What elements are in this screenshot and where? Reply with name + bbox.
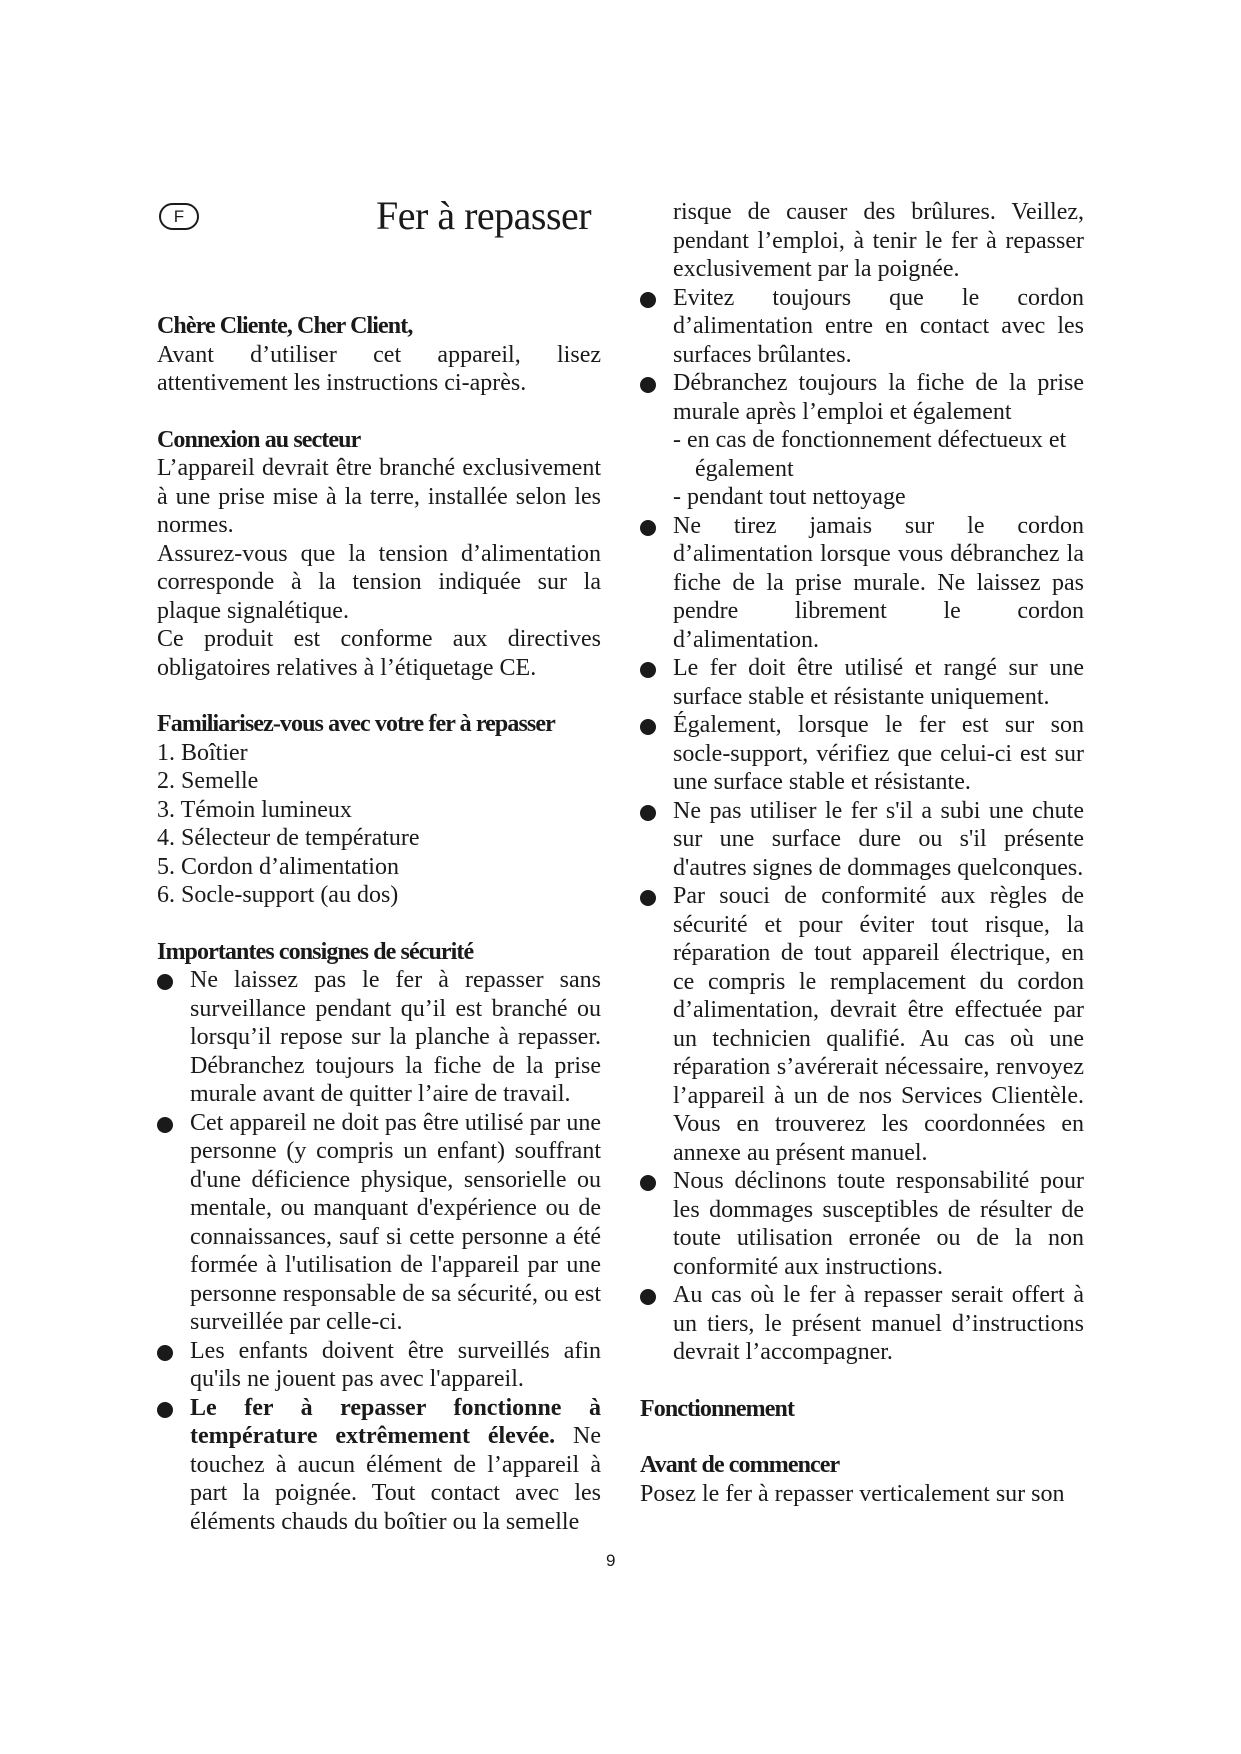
safety-item-text: Par souci de conformité aux règles de sécurité et pour éviter tout risque, la réparation de tout appareil électrique, en ce compris le remplacement du cordon d’alimentation, devrait être effectuée par un technicien qualifié. Au cas où une réparation s’avérerait nécessaire, renvoyez l’appareil à un de nos Services Clientèle. Vous en trouverez les coordonnées en annexe au présent manuel. xyxy=(673,883,1084,1166)
safety-subitem xyxy=(673,483,1084,512)
parts-list-item: 2. Semelle xyxy=(157,768,259,794)
page-number: 9 xyxy=(606,1551,616,1570)
safety-item-text: Débranchez toujours la fiche de la prise murale après l’emploi et également xyxy=(673,370,1084,425)
page-title: Fer à repasser xyxy=(376,193,592,238)
connexion-paragraph-2: Assurez-vous que la tension d’alimentation corresponde à la tension indiquée sur la plaque signalétique. xyxy=(157,540,601,624)
safety-subitem xyxy=(673,455,1084,484)
language-badge: F xyxy=(159,203,199,230)
right-column xyxy=(640,198,1084,1508)
parts-list-item: 5. Cordon d’alimentation xyxy=(157,853,399,880)
safety-item xyxy=(640,797,1084,883)
safety-item xyxy=(640,882,1084,1167)
safety-item xyxy=(157,1337,601,1394)
bullet-dot-icon xyxy=(640,719,656,735)
safety-list-continued xyxy=(640,198,1084,1367)
bullet-dot-icon xyxy=(640,662,656,678)
safety-item-text: Ne touchez à aucun élément de l’appareil à part la poignée. Tout contact avec les éléments chauds du boîtier ou la semelle xyxy=(190,1423,602,1535)
safety-item-text: Le fer doit être utilisé et rangé sur une surface stable et résistante uniquement. xyxy=(673,655,1084,710)
safety-item-continuation xyxy=(640,198,1084,284)
safety-item-text: Les enfants doivent être surveillés afin qu'ils ne jouent pas avec l'appareil. xyxy=(190,1337,601,1392)
safety-subitem-text: - en cas de fonctionnement défectueux et xyxy=(673,427,1067,453)
safety-item-text: Au cas où le fer à repasser serait offert à un tiers, le présent manuel d’instructions devrait l’accompagner. xyxy=(673,1282,1084,1365)
safety-item xyxy=(640,369,1084,512)
bullet-dot-icon xyxy=(640,1175,656,1191)
bullet-dot-icon xyxy=(640,890,656,906)
safety-item-text: Ne laissez pas le fer à repasser sans surveillance pendant qu’il est branché ou lorsqu’il repose sur la planche à repasser. Débranchez toujours la fiche de la prise murale avant de quitter l’aire de travail. xyxy=(190,967,601,1107)
safety-item xyxy=(640,711,1084,797)
fonctionnement-heading: Fonctionnement xyxy=(640,1395,795,1422)
safety-subitem-text: - pendant tout nettoyage xyxy=(673,484,906,510)
bullet-dot-icon xyxy=(640,805,656,821)
avant-paragraph: Posez le fer à repasser verticalement sur son xyxy=(640,1480,1065,1507)
safety-item-text: Nous déclinons toute responsabilité pour les dommages susceptibles de résulter de toute utilisation erronée ou de la non conformité aux instructions. xyxy=(673,1168,1084,1280)
parts-list xyxy=(157,739,601,910)
safety-item xyxy=(640,1281,1084,1367)
greeting-heading: Chère Cliente, Cher Client, xyxy=(157,313,413,339)
parts-list-item: 3. Témoin lumineux xyxy=(157,796,352,823)
safety-subitem-text: également xyxy=(695,455,794,482)
avant-heading: Avant de commencer xyxy=(640,1452,840,1478)
bullet-dot-icon xyxy=(640,1289,656,1305)
safety-item-text: risque de causer des brûlures. Veillez, pendant l’emploi, à tenir le fer à repasser exclusivement par la poignée. xyxy=(673,199,1084,282)
bullet-dot-icon xyxy=(157,1345,173,1361)
parts-list-item: 1. Boîtier xyxy=(157,739,248,766)
safety-item-text: Ne tirez jamais sur le cordon d’alimentation lorsque vous débranchez la fiche de la prise murale. Ne laissez pas pendre librement le cordon d’alimentation. xyxy=(673,512,1084,653)
safety-item-text: Également, lorsque le fer est sur son socle-support, vérifiez que celui-ci est sur une surface stable et résistante. xyxy=(673,712,1084,795)
safety-item-text: Ne pas utiliser le fer s'il a subi une chute sur une surface dure ou s'il présente d'autres signes de dommages quelconques. xyxy=(673,797,1084,881)
bullet-dot-icon xyxy=(640,520,656,536)
bullet-dot-icon xyxy=(640,377,656,393)
bullet-dot-icon xyxy=(157,974,173,990)
safety-item-text: Evitez toujours que le cordon d’alimentation entre en contact avec les surfaces brûlantes. xyxy=(673,284,1084,368)
safety-subitem xyxy=(673,426,1084,455)
parts-list-item: 6. Socle-support (au dos) xyxy=(157,882,399,908)
safety-item xyxy=(157,1109,601,1337)
connexion-paragraph-3: Ce produit est conforme aux directives obligatoires relatives à l’étiquetage CE. xyxy=(157,626,601,681)
safety-warning-bold: Le fer à repasser fonctionne à température extrêmement élevée. xyxy=(190,1394,601,1449)
intro-paragraph: Avant d’utiliser cet appareil, lisez attentivement les instructions ci-après. xyxy=(157,341,601,396)
bullet-dot-icon xyxy=(157,1117,173,1133)
parts-list-item: 4. Sélecteur de température xyxy=(157,825,420,851)
safety-item xyxy=(157,1394,601,1537)
parts-heading: Familiarisez-vous avec votre fer à repasser xyxy=(157,711,555,737)
safety-item-text: Cet appareil ne doit pas être utilisé par une personne (y compris un enfant) souffrant d'une déficience physique, sensorielle ou mentale, ou manquant d'expérience ou de connaissances, sauf si cette personne a été formée à l'utilisation de l'appareil par une personne responsable de sa sécurité, ou est surveillée par celle-ci. xyxy=(190,1109,601,1335)
connexion-paragraph-1: L’appareil devrait être branché exclusivement à une prise mise à la terre, installée selon les normes. xyxy=(157,455,601,538)
safety-item xyxy=(640,284,1084,370)
bullet-dot-icon xyxy=(157,1402,173,1418)
safety-item xyxy=(157,966,601,1109)
safety-item xyxy=(640,654,1084,711)
safety-item xyxy=(640,512,1084,655)
connexion-heading: Connexion au secteur xyxy=(157,426,361,453)
left-column xyxy=(157,312,601,1536)
safety-list xyxy=(157,966,601,1536)
safety-item xyxy=(640,1167,1084,1281)
safety-heading: Importantes consignes de sécurité xyxy=(157,938,474,965)
bullet-dot-icon xyxy=(640,292,656,308)
